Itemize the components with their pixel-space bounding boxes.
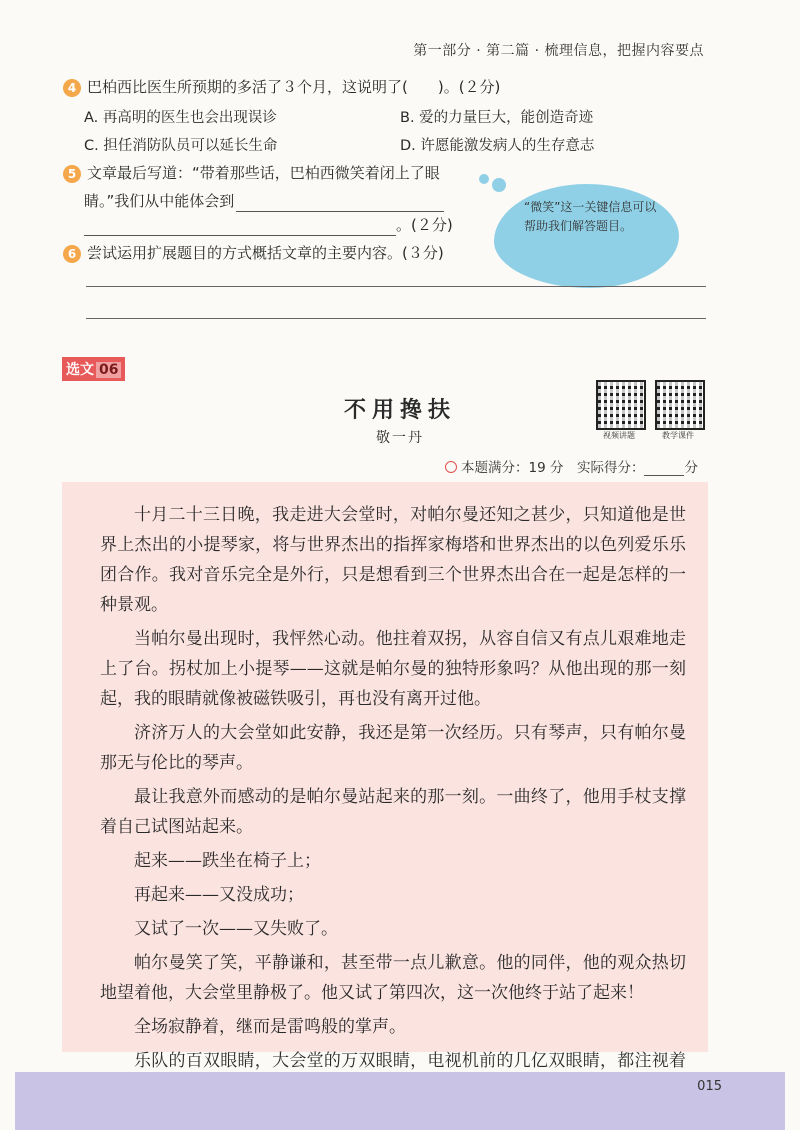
question-5 bbox=[63, 162, 440, 184]
paragraph: 最让我意外而感动的是帕尔曼站起来的那一刻。一曲终了，他用手杖支撑着自己试图站起来。 bbox=[100, 787, 686, 837]
article-title: 不用搀扶 bbox=[343, 397, 456, 423]
question-6 bbox=[63, 242, 444, 264]
paragraph: 全场寂静着，继而是雷鸣般的掌声。 bbox=[134, 1017, 406, 1037]
option-a: A. 再高明的医生也会出现误诊 bbox=[84, 110, 277, 126]
score-unit: 分 bbox=[684, 460, 698, 476]
hint-text: “微笑”这一关键信息可以帮助我们解答题目。 bbox=[524, 200, 657, 233]
question-4 bbox=[63, 76, 500, 98]
paragraph: 又试了一次——又失败了。 bbox=[134, 919, 338, 939]
question-5-line3 bbox=[84, 214, 453, 236]
question-text: 尝试运用扩展题目的方式概括文章的主要内容。(３分) bbox=[87, 244, 444, 262]
bubble-dot bbox=[492, 178, 506, 192]
paragraph: 再起来——又没成功； bbox=[134, 885, 304, 905]
qr-caption-video: 视频讲题 bbox=[603, 431, 635, 440]
question-text: 巴柏西比医生所预期的多活了３个月，这说明了( )。(２分) bbox=[87, 78, 501, 96]
article-author: 敬一丹 bbox=[376, 430, 424, 446]
paragraph: 济济万人的大会堂如此安静，我还是第一次经历。只有琴声，只有帕尔曼那无与伦比的琴声。 bbox=[100, 723, 686, 773]
bubble-dot bbox=[479, 174, 489, 184]
question-number: 5 bbox=[63, 165, 81, 183]
score-label: 本题满分：19 分 实际得分： bbox=[461, 460, 645, 476]
question-tail: 。(２分) bbox=[396, 216, 453, 234]
score-blank[interactable] bbox=[644, 463, 684, 476]
qr-caption-courseware: 教学课件 bbox=[662, 431, 694, 440]
qr-code-courseware[interactable] bbox=[655, 380, 705, 430]
answer-blank[interactable] bbox=[236, 195, 444, 212]
answer-blank[interactable] bbox=[84, 219, 396, 236]
clock-icon bbox=[445, 461, 457, 473]
question-5-line2 bbox=[84, 190, 444, 212]
paragraph: 十月二十三日晚，我走进大会堂时，对帕尔曼还知之甚少，只知道他是世界上杰出的小提琴家，将与世界杰出的指挥家梅塔和世界杰出的以色列爱乐乐团合作。我对音乐完全是外行，只是想看到三个世界杰出合在一起是怎样的一种景观。 bbox=[100, 505, 686, 615]
article-tag: 选文 06 bbox=[62, 357, 125, 381]
question-number: 4 bbox=[63, 79, 81, 97]
footer-band bbox=[15, 1072, 785, 1130]
answer-line[interactable] bbox=[86, 286, 706, 287]
paragraph: 当帕尔曼出现时，我怦然心动。他拄着双拐，从容自信又有点儿艰难地走上了台。拐杖加上小提琴——这就是帕尔曼的独特形象吗？从他出现的那一刻起，我的眼睛就像被磁铁吸引，再也没有离开过他。 bbox=[100, 629, 686, 709]
option-c: C. 担任消防队员可以延长生命 bbox=[84, 138, 278, 154]
paragraph: 乐队的百双眼睛，大会堂的万双眼睛，电视机前的几亿双眼睛，都注视着 bbox=[134, 1051, 686, 1071]
score-line bbox=[445, 456, 698, 476]
qr-code-video[interactable] bbox=[596, 380, 646, 430]
running-header: 第一部分 · 第二篇 · 梳理信息，把握内容要点 bbox=[413, 43, 704, 59]
paragraph: 帕尔曼笑了笑，平静谦和，甚至带一点儿歉意。他的同伴，他的观众热切地望着他，大会堂里静极了。他又试了第四次，这一次他终于站了起来！ bbox=[100, 953, 686, 1003]
question-text: 睛。”我们从中能体会到 bbox=[84, 192, 235, 210]
question-text: 文章最后写道：“带着那些话，巴柏西微笑着闭上了眼 bbox=[87, 164, 440, 182]
question-number: 6 bbox=[63, 245, 81, 263]
paragraph: 起来——跌坐在椅子上； bbox=[134, 851, 321, 871]
passage-text bbox=[100, 500, 686, 1110]
page-number: 015 bbox=[697, 1079, 722, 1094]
article-tag-number: 06 bbox=[96, 362, 121, 378]
option-d: D. 许愿能激发病人的生存意志 bbox=[400, 138, 595, 154]
answer-line[interactable] bbox=[86, 318, 706, 319]
option-b: B. 爱的力量巨大，能创造奇迹 bbox=[400, 110, 594, 126]
